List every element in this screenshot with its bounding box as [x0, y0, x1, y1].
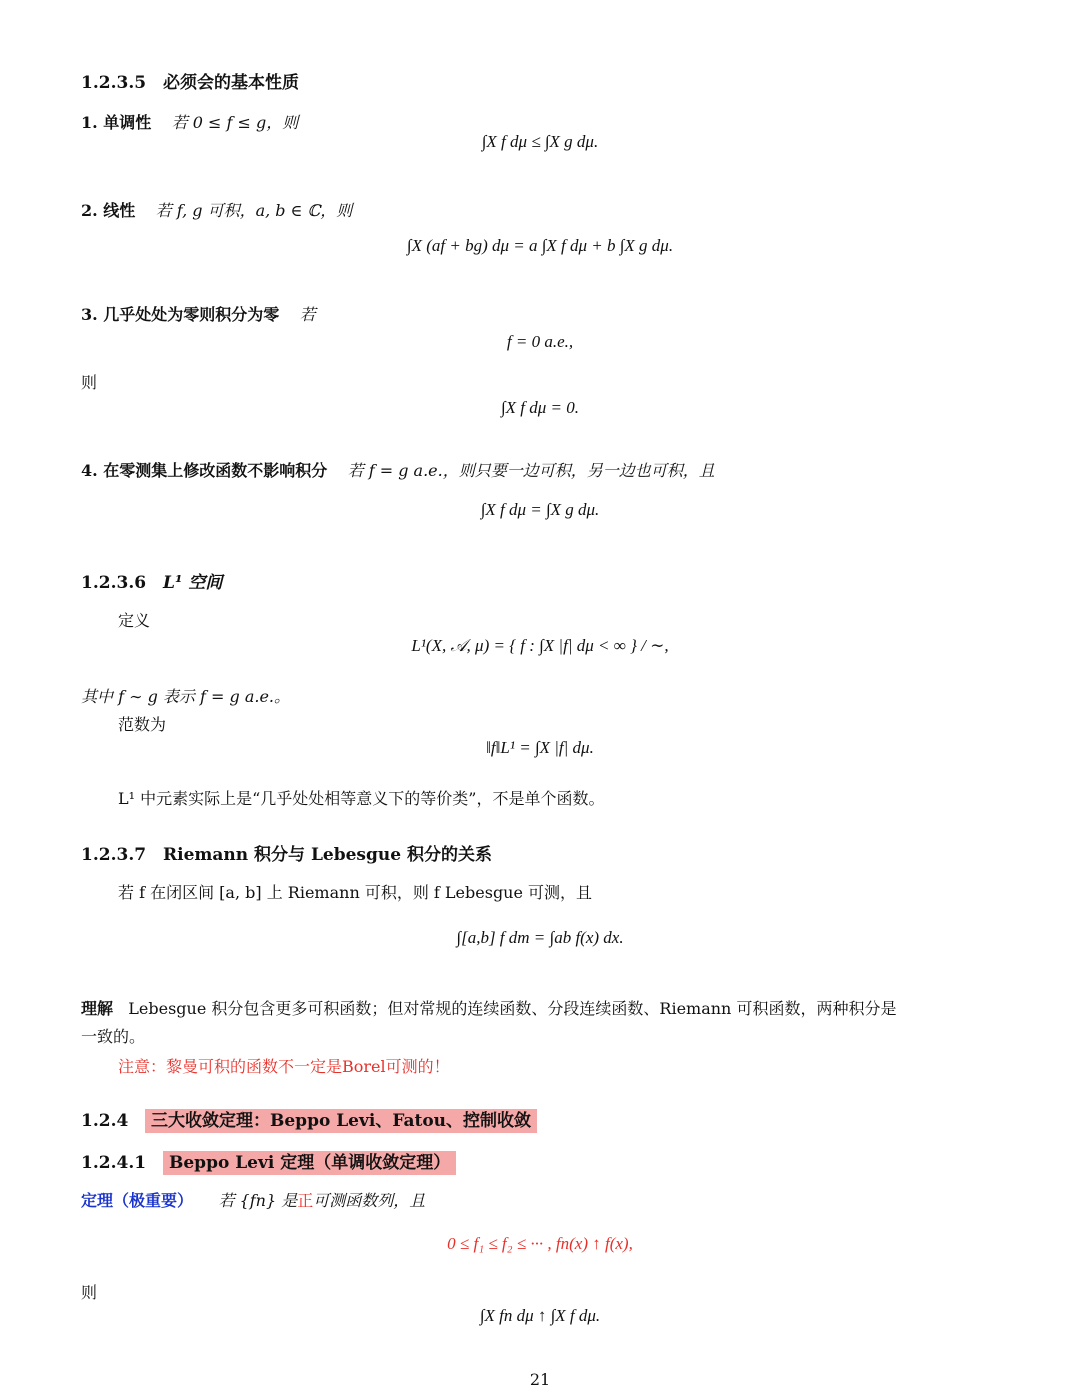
understanding-continuation: 一致的。 [81, 1027, 146, 1046]
equation-text: 0 ≤ f₁ ≤ f₂ ≤ ··· , fn(x) ↑ f(x), [447, 1234, 633, 1253]
property-text: 若 [299, 305, 316, 324]
l1-note: L¹ 中元素实际上是“几乎处处相等意义下的等价类”，不是单个函数。 [118, 789, 605, 808]
section-heading-1237 [81, 840, 492, 865]
warning-note: 注意：黎曼可积的函数不一定是Borel可测的！ [118, 1057, 450, 1076]
section-title: 必须会的基本性质 [163, 73, 299, 93]
equivalence-line: 其中 f ∼ g 表示 f = g a.e.。 [81, 687, 291, 706]
property-label: 3. 几乎处处为零则积分为零 [81, 305, 280, 324]
understanding-paragraph [81, 996, 896, 1019]
equation-text: L¹(X, 𝒜, μ) = { f : ∫X |f| dμ < ∞ } / ∼, [411, 636, 669, 655]
equation-ae-zero [0, 332, 1080, 352]
equation-text: ∫X f dμ = 0. [500, 398, 580, 417]
property-label: 4. 在零测集上修改函数不影响积分 [81, 461, 328, 480]
section-heading-124 [81, 1106, 537, 1131]
section-number: 1.2.3.5 [81, 73, 147, 93]
property-linearity [81, 198, 352, 221]
section-title-highlighted: 三大收敛定理：Beppo Levi、Fatou、控制收敛 [145, 1109, 537, 1133]
riemann-text: 若 f 在闭区间 [a, b] 上 Riemann 可积，则 f Lebesgue 可测，且 [118, 883, 593, 902]
theorem-positive: 正 [297, 1191, 314, 1210]
page-number: 21 [529, 1370, 551, 1389]
equation-text: f = 0 a.e., [506, 332, 574, 351]
section-heading-1236 [81, 568, 222, 593]
equation-zero-integral [0, 398, 1080, 418]
theorem-statement [81, 1188, 425, 1211]
property-label: 2. 线性 [81, 201, 136, 220]
property-ae-zero [81, 302, 316, 325]
understanding-text: Lebesgue 积分包含更多可积函数；但对常规的连续函数、分段连续函数、Riemann 可积函数，两种积分是 [128, 999, 897, 1018]
equation-text: ∫X f dμ = ∫X g dμ. [480, 500, 600, 519]
equation-monotonicity [0, 132, 1080, 152]
theorem-label: 定理（极重要） [81, 1191, 194, 1210]
section-heading-1235 [81, 68, 299, 93]
section-title: Riemann 积分与 Lebesgue 积分的关系 [163, 845, 492, 865]
understanding-label: 理解 [81, 999, 114, 1018]
equation-norm [0, 738, 1080, 758]
equation-monotone-sequence [0, 1234, 1080, 1254]
then-text: 则 [81, 373, 98, 392]
equation-text: ∫[a,b] f dm = ∫ab f(x) dx. [456, 928, 624, 947]
section-number: 1.2.3.7 [81, 845, 147, 865]
section-number: 1.2.4.1 [81, 1153, 147, 1173]
section-title: L¹ 空间 [163, 573, 223, 593]
norm-label: 范数为 [118, 715, 167, 734]
property-label: 1. 单调性 [81, 113, 152, 132]
property-text: 若 f = g a.e.，则只要一边可积，另一边也可积，且 [347, 461, 715, 480]
equation-text: ∫X (af + bg) dμ = a ∫X f dμ + b ∫X g dμ. [406, 236, 674, 255]
property-monotonicity [81, 110, 298, 133]
equation-text: ∫X fn dμ ↑ ∫X f dμ. [479, 1306, 601, 1325]
equation-null-set [0, 500, 1080, 520]
property-null-set [81, 458, 715, 481]
section-heading-1241 [81, 1148, 456, 1173]
equation-riemann-lebesgue [0, 928, 1080, 948]
section-number: 1.2.3.6 [81, 573, 147, 593]
then-text: 则 [81, 1283, 98, 1302]
section-title-highlighted: Beppo Levi 定理（单调收敛定理） [163, 1151, 456, 1175]
equation-monotone-convergence [0, 1306, 1080, 1326]
equation-text: ‖f‖L¹ = ∫X |f| dμ. [486, 738, 594, 757]
property-text: 若 0 ≤ f ≤ g，则 [171, 113, 299, 132]
equation-text: ∫X f dμ ≤ ∫X g dμ. [481, 132, 599, 151]
equation-l1-space [0, 636, 1080, 656]
property-text: 若 f, g 可积，a, b ∈ ℂ，则 [155, 201, 353, 220]
theorem-post: 可测函数列，且 [313, 1191, 426, 1210]
definition-label: 定义 [118, 611, 151, 630]
equation-linearity [0, 236, 1080, 256]
section-number: 1.2.4 [81, 1111, 129, 1131]
equivalence-text [81, 684, 290, 707]
theorem-pre: 若 {fn} 是 [218, 1191, 298, 1210]
